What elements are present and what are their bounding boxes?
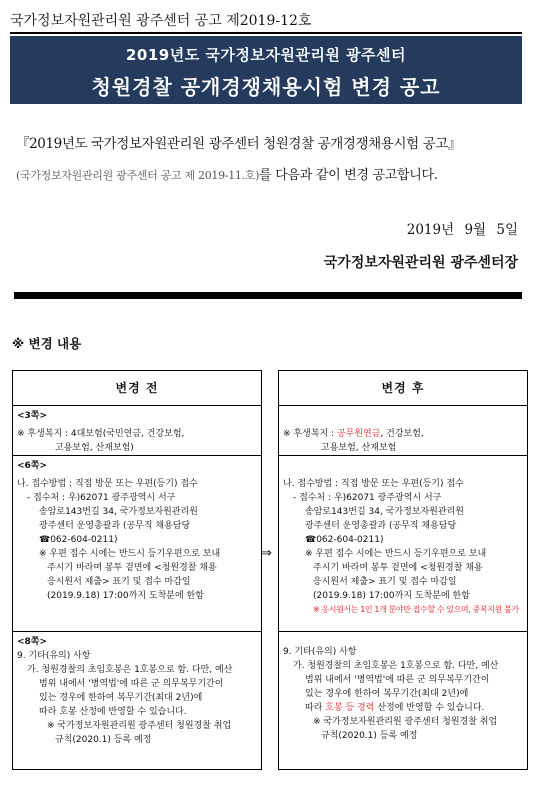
text-line: ※ 후생복지 : 공무원연금, 건강보험,: [283, 429, 424, 439]
title-banner: [10, 36, 522, 104]
intro-line-1: 『2019년도 국가정보자원관리원 광주센터 청원경찰 공개경쟁채용시험 공고』: [16, 136, 462, 152]
after-page6-section: [279, 456, 527, 632]
text-line: 송암로143번길 34, 국가정보자원관리원: [305, 507, 464, 517]
text-line: 고용보험, 산재보험): [55, 443, 134, 453]
text-line: 따라 호봉 산정에 반영할 수 있습니다.: [39, 707, 187, 717]
after-page8-section: [279, 632, 527, 769]
after-panel-title: 변경 후: [279, 371, 527, 406]
before-page6-section: [13, 456, 261, 632]
text-line: (2019.9.18) 17:00까지 도착분에 한함: [47, 591, 204, 601]
right-arrow-icon: ⇒: [261, 546, 272, 561]
added-notice: ※ 응시원서는 1인 1개 분야만 접수할 수 있으며, 중복지원 불가: [313, 605, 519, 614]
text-line: 있는 경우에 한하여 복무기간(최대 2년)에: [305, 689, 469, 699]
text-line: ※ 국가정보자원관리원 광주센터 청원경찰 취업: [313, 717, 498, 727]
text-line: 9. 기타(유의) 사항: [283, 647, 357, 657]
text-line: (2019.9.18) 17:00까지 도착분에 한함: [313, 591, 470, 601]
text-line: 규칙(2020.1) 등록 예정: [321, 731, 418, 741]
text-line: 응시원서 제출> 표기 및 접수 마감일: [47, 577, 191, 587]
text-line: 나. 접수방법 : 직접 방문 또는 우편(등기) 접수: [283, 479, 464, 489]
text-line: ※ 우편 접수 시에는 반드시 등기우편으로 보내: [39, 549, 221, 559]
text-line: ☎062-604-0211): [305, 535, 384, 545]
text-line: 광주센터 운영총괄과 (공무직 채용담당: [305, 521, 457, 531]
header-rule: [10, 32, 522, 34]
text-line: ※ 후생복지 : 4대보험(국민연금, 건강보험,: [17, 429, 185, 439]
text-line: 따라 호봉 등 경력 산정에 반영할 수 있습니다.: [305, 703, 485, 713]
intro-tail: 를 다음과 같이 변경 공고합니다.: [259, 168, 438, 183]
page-tag: <8쪽>: [17, 637, 48, 647]
intro-line-2: [16, 164, 438, 183]
before-panel-title: 변경 전: [13, 371, 261, 406]
text-line: - 접수처 : 우)62071 광주광역시 서구: [27, 493, 176, 503]
text-line: 가. 청원경찰의 초임호봉은 1호봉으로 함. 다만, 예산: [27, 665, 233, 675]
text-line: 가. 청원경찰의 초임호봉은 1호봉으로 함. 다만, 예산: [293, 661, 499, 671]
before-panel: [12, 370, 262, 770]
text-line: - 접수처 : 우)62071 광주광역시 서구: [293, 493, 442, 503]
notice-date: 2019년 9월 5일: [406, 222, 518, 238]
text-line: ☎062-604-0211): [39, 535, 118, 545]
changed-text: 호봉 등 경력: [325, 703, 375, 713]
notice-number: 국가정보자원관리원 광주센터 공고 제2019-12호: [10, 13, 312, 29]
text-line: 주시기 바라며 봉투 겉면에 <청원경찰 채용: [47, 563, 217, 573]
text-line: 9. 기타(유의) 사항: [17, 651, 91, 661]
text-line: 고용보험, 산재보험: [321, 443, 397, 453]
banner-subtitle: 2019년도 국가정보자원관리원 광주센터: [125, 46, 407, 64]
text-line: ※ 국가정보자원관리원 광주센터 청원경찰 취업: [47, 721, 232, 731]
before-page8-section: [13, 632, 261, 769]
after-page3-section: [279, 406, 527, 456]
before-page3-section: [13, 406, 261, 456]
text-line: 규칙(2020.1) 등록 예정: [55, 735, 152, 745]
banner-title: 청원경찰 공개경쟁채용시험 변경 공고: [91, 75, 441, 99]
section-divider: [14, 292, 522, 299]
text-line: 나. 접수방법 : 직접 방문 또는 우편(등기) 접수: [17, 479, 198, 489]
intro-reference: (국가정보자원관리원 광주센터 공고 제 2019-11.호): [16, 169, 260, 182]
text-line: ※ 우편 접수 시에는 반드시 등기우편으로 보내: [305, 549, 487, 559]
after-panel: [278, 370, 528, 770]
text-line: 송암로143번길 34, 국가정보자원관리원: [39, 507, 198, 517]
text-line: 범위 내에서 '병역법'에 따른 군 의무복무기간이: [39, 679, 224, 689]
text-line: 응시원서 제출> 표기 및 접수 마감일: [313, 577, 457, 587]
text-line: 광주센터 운영총괄과 (공무직 채용담당: [39, 521, 191, 531]
issuing-organization: 국가정보자원관리원 광주센터장: [323, 255, 518, 271]
page-tag: <3쪽>: [17, 411, 48, 421]
text-line: 있는 경우에 한하여 복무기간(최대 2년)에: [39, 693, 203, 703]
text-line: 주시기 바라며 봉투 겉면에 <청원경찰 채용: [313, 563, 483, 573]
text-line: 범위 내에서 '병역법'에 따른 군 의무복무기간이: [305, 675, 490, 685]
page-tag: <6쪽>: [17, 461, 48, 471]
section-title: ※ 변경 내용: [12, 336, 82, 351]
changed-text: 공무원연금: [336, 429, 381, 439]
